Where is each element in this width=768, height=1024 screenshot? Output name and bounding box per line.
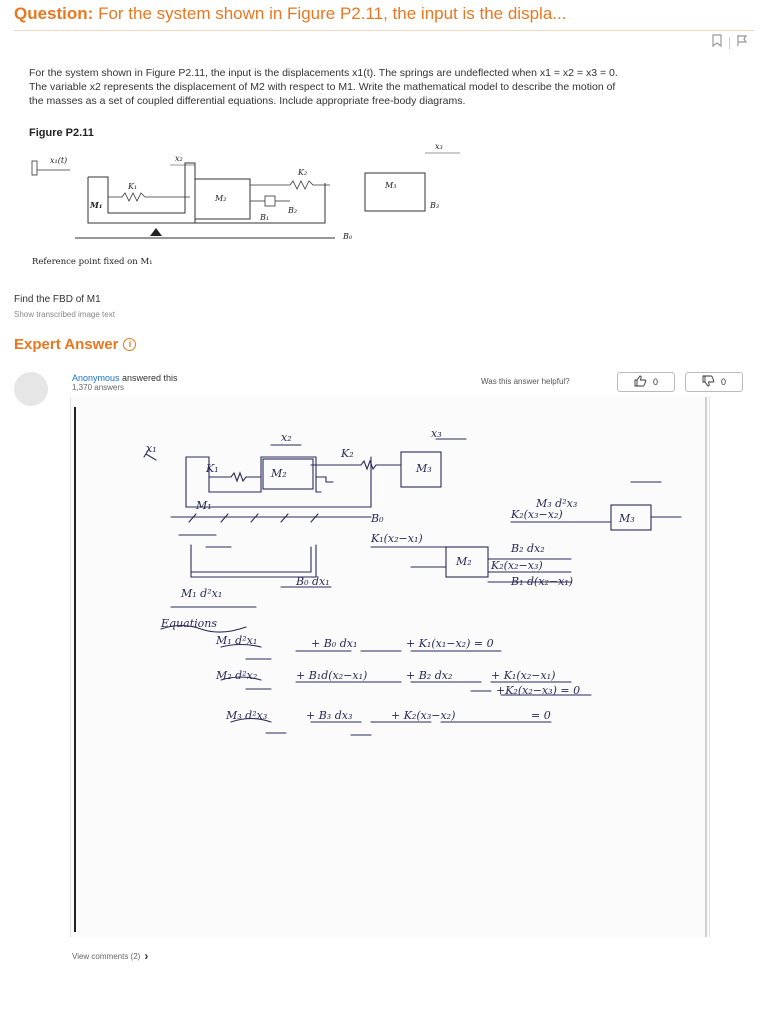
- question-actions: [711, 34, 748, 52]
- question-title: For the system shown in Figure P2.11, the input is the displa...: [98, 4, 567, 23]
- svg-text:M₃: M₃: [619, 512, 635, 525]
- svg-text:x₁: x₁: [146, 442, 157, 455]
- svg-text:M₃: M₃: [416, 462, 432, 475]
- upvote-button[interactable]: [617, 372, 675, 392]
- fig-label-x2: x₂: [175, 154, 183, 163]
- svg-text:M₂: M₂: [271, 467, 287, 480]
- svg-text:+ B₂ dx₂: + B₂ dx₂: [406, 669, 453, 682]
- svg-text:+ K₁(x₂−x₁): + K₁(x₂−x₁): [491, 669, 556, 682]
- upvote-count: 0: [652, 377, 658, 387]
- fig-reference-label: Reference point fixed on M₁: [32, 257, 153, 267]
- fig-label-b2: B₂: [288, 206, 298, 215]
- svg-text:+ B₁d(x₂−x₁): + B₁d(x₂−x₁): [296, 669, 368, 682]
- downvote-button[interactable]: [685, 372, 743, 392]
- svg-text:K₁(x₂−x₁): K₁(x₂−x₁): [371, 532, 423, 545]
- view-comments-label: View comments (2): [72, 951, 141, 961]
- actions-separator: [729, 37, 730, 49]
- fig-label-m3: M₃: [385, 181, 397, 190]
- bookmark-icon[interactable]: [711, 34, 723, 52]
- svg-text:B₀: B₀: [371, 512, 384, 525]
- left-wall: [32, 161, 37, 175]
- svg-text:+ B₀ dx₁: + B₀ dx₁: [311, 637, 358, 650]
- svg-text:M₃ d²x₃: M₃ d²x₃: [536, 497, 578, 510]
- svg-text:B₂ dx₂: B₂ dx₂: [511, 542, 545, 555]
- svg-text:M₁ d²x₁: M₁ d²x₁: [216, 634, 258, 647]
- fig-label-b1: B₁: [260, 213, 270, 222]
- svg-text:K₁: K₁: [206, 462, 219, 475]
- svg-text:B₁ d(x₂−x₁): B₁ d(x₂−x₁): [511, 575, 574, 588]
- svg-text:+ B₃ dx₃: + B₃ dx₃: [306, 709, 353, 722]
- header-divider: [14, 30, 754, 31]
- fig-label-m1: M₁: [90, 200, 103, 210]
- expert-answer-title: Expert Answer: [14, 336, 119, 353]
- expert-answer-heading: [14, 336, 136, 353]
- author-name[interactable]: Anonymous: [72, 373, 120, 383]
- svg-text:+ K₁(x₁−x₂) = 0: + K₁(x₁−x₂) = 0: [406, 637, 494, 650]
- svg-text:K₂(x₃−x₂): K₂(x₃−x₂): [511, 508, 563, 521]
- flag-icon[interactable]: [736, 34, 748, 52]
- fig-label-b0: B₀: [343, 232, 353, 241]
- figure-p2-11: [30, 143, 500, 273]
- svg-text:Equations: Equations: [161, 617, 218, 630]
- avatar: [14, 372, 48, 406]
- chevron-right-icon: ›: [144, 949, 149, 963]
- reference-point-marker: [150, 228, 162, 236]
- spring-k1: [108, 193, 190, 201]
- author-suffix: answered this: [119, 373, 178, 383]
- view-comments-link[interactable]: [72, 949, 148, 963]
- svg-text:M₁ d²x₁: M₁ d²x₁: [181, 587, 223, 600]
- find-text: Find the FBD of M1: [14, 294, 101, 305]
- thumbs-up-icon: [634, 375, 647, 389]
- svg-text:K₂(x₂−x₃): K₂(x₂−x₃): [491, 559, 543, 572]
- handwritten-solution: [71, 397, 710, 937]
- svg-text:K₂: K₂: [341, 447, 354, 460]
- svg-text:x₃: x₃: [431, 427, 442, 440]
- svg-text:B₀ dx₁: B₀ dx₁: [296, 575, 330, 588]
- svg-text:M₁: M₁: [196, 499, 212, 512]
- image-right-edge: [705, 397, 707, 937]
- fig-label-k2: K₂: [298, 168, 308, 177]
- svg-text:= 0: = 0: [531, 709, 551, 722]
- question-header: [14, 4, 754, 30]
- downvote-count: 0: [720, 377, 726, 387]
- question-label: Question:: [14, 4, 94, 23]
- question-body: For the system shown in Figure P2.11, the input is the displacements x1(t). The springs are undeflected when x1 = x2 = x3 = 0. The variable x2 represents the displacement of M2 with respect to M1. Write the mathematical model to describe the motion of the masses as a set of coupled differential equations. Include appropriate free-body diagrams.: [29, 67, 618, 107]
- fig-label-x1: x₁(t): [50, 156, 68, 165]
- image-left-edge: [74, 407, 76, 932]
- helpful-question: Was this answer helpful?: [481, 377, 570, 386]
- answers-count: 1,370 answers: [72, 383, 125, 392]
- answer-author: [72, 373, 178, 383]
- thumbs-down-icon: [702, 375, 715, 389]
- mass-m3: [365, 173, 425, 211]
- svg-text:M₂: M₂: [456, 555, 472, 568]
- svg-text:x₂: x₂: [281, 431, 292, 444]
- spring-k2: [250, 181, 330, 189]
- svg-text:+K₂(x₂−x₃) = 0: +K₂(x₂−x₃) = 0: [496, 684, 581, 697]
- svg-text:M₂ d²x₂: M₂ d²x₂: [216, 669, 258, 682]
- fig-label-b3: B₃: [430, 201, 440, 210]
- fig-label-x3: x₃: [435, 143, 443, 151]
- figure-label: Figure P2.11: [29, 127, 94, 139]
- fig-label-m2: M₂: [215, 194, 227, 203]
- svg-text:+ K₂(x₃−x₂): + K₂(x₃−x₂): [391, 709, 456, 722]
- svg-text:M₃ d²x₃: M₃ d²x₃: [226, 709, 268, 722]
- info-icon[interactable]: i: [123, 338, 136, 351]
- fig-label-k1: K₁: [128, 182, 138, 191]
- answer-image: [70, 397, 710, 937]
- show-transcribed-link[interactable]: Show transcribed image text: [14, 310, 115, 319]
